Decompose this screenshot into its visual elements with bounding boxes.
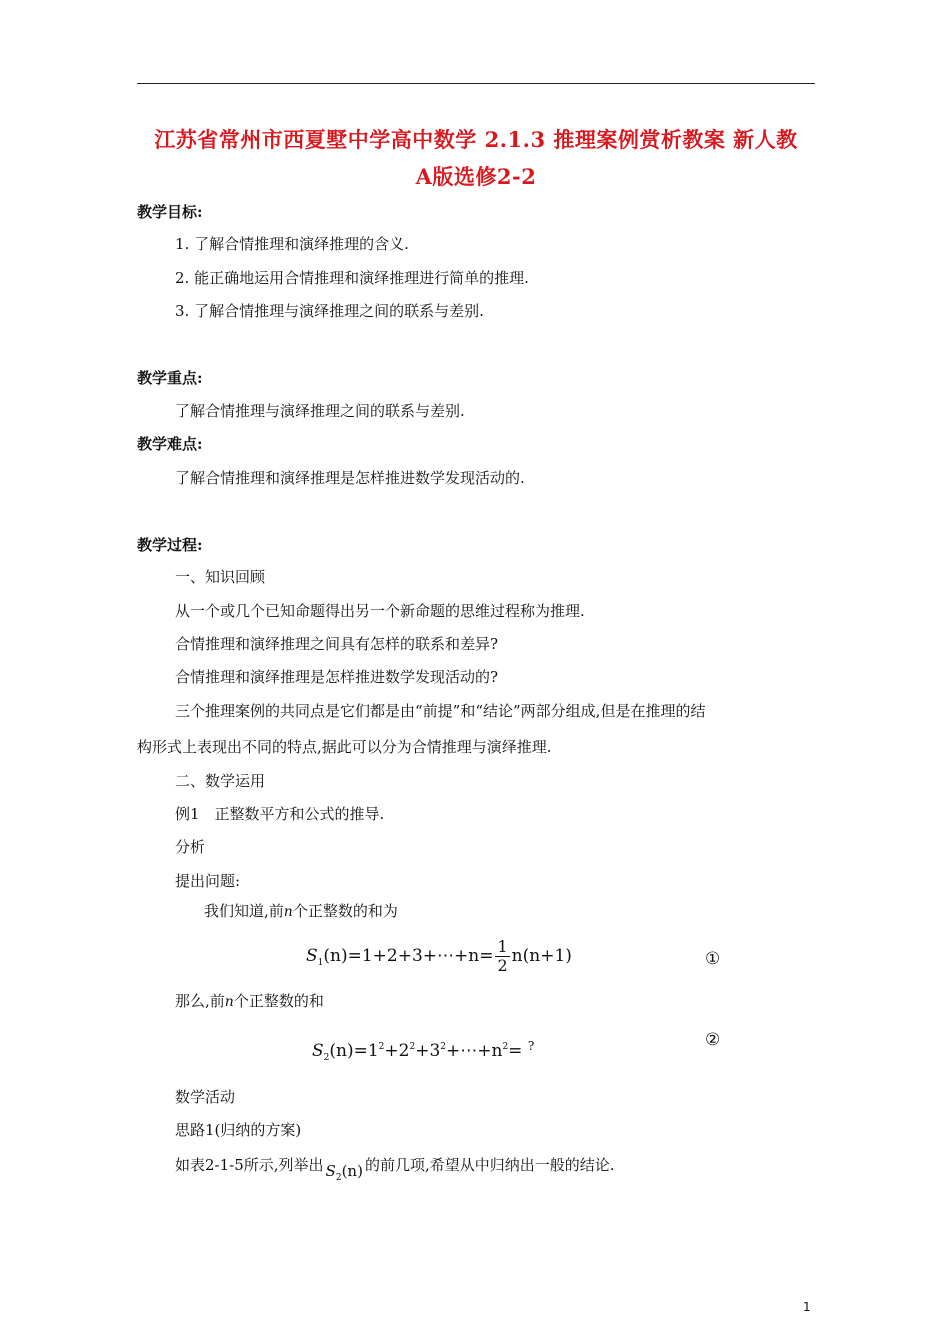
equation-2-marker: ② bbox=[705, 1030, 721, 1050]
eq2-term-n: +⋯+n bbox=[446, 1041, 503, 1061]
question-text-part-b: 个正整数的和为 bbox=[292, 902, 398, 920]
goal-item-2: 2. 能正确地运用合情推理和演绎推理进行简单的推理. bbox=[175, 269, 529, 287]
eq2-question-mark: ? bbox=[527, 1039, 535, 1053]
paragraph-3: 合情推理和演绎推理是怎样推进数学发现活动的? bbox=[175, 668, 499, 686]
key-point-heading: 教学重点: bbox=[137, 369, 203, 387]
eq2-exp-1: 2 bbox=[378, 1042, 385, 1052]
paragraph-4-line1: 三个推理案例的共同点是它们都是由“前提”和“结论”两部分组成,但是在推理的结 bbox=[175, 702, 706, 720]
question-text-part-a: 我们知道,前 bbox=[204, 902, 284, 920]
then-text-part-a: 那么,前 bbox=[175, 992, 225, 1010]
eq2-subscript: 2 bbox=[323, 1053, 330, 1063]
eq1-denominator: 2 bbox=[497, 956, 508, 975]
inline-subscript: 2 bbox=[335, 1173, 342, 1183]
key-point-text: 了解合情推理与演绎推理之间的联系与差别. bbox=[175, 402, 465, 420]
eq2-equals: = bbox=[508, 1041, 528, 1061]
eq2-term-1: =1 bbox=[353, 1041, 379, 1061]
section-knowledge-review: 一、知识回顾 bbox=[175, 568, 266, 586]
page-number: 1 bbox=[803, 1300, 811, 1314]
idea-1-label: 思路1(归纳的方案) bbox=[175, 1121, 302, 1139]
process-heading: 教学过程: bbox=[137, 536, 203, 554]
difficulty-text: 了解合情推理和演绎推理是怎样推进数学发现活动的. bbox=[175, 469, 525, 487]
inline-s: S bbox=[325, 1162, 336, 1180]
paragraph-2: 合情推理和演绎推理之间具有怎样的联系和差异? bbox=[175, 635, 499, 653]
equation-1-marker: ① bbox=[705, 949, 721, 969]
eq1-subscript: 1 bbox=[317, 958, 324, 968]
eq1-body: =1+2+3+⋯+n= bbox=[347, 946, 494, 966]
eq2-exp-3: 2 bbox=[440, 1042, 446, 1052]
inline-s2n bbox=[325, 1162, 363, 1183]
header-rule bbox=[137, 83, 815, 84]
math-activity-label: 数学活动 bbox=[175, 1088, 236, 1106]
section-math-application: 二、数学运用 bbox=[175, 772, 266, 790]
equation-2 bbox=[312, 1039, 534, 1063]
eq2-lhs: S bbox=[312, 1041, 324, 1061]
inline-arg: (n) bbox=[341, 1162, 363, 1180]
difficulty-heading: 教学难点: bbox=[137, 435, 203, 453]
table-text-part-a: 如表2-1-5所示,列举出 bbox=[175, 1156, 324, 1174]
then-text bbox=[175, 991, 324, 1012]
eq2-exp-n: 2 bbox=[502, 1042, 509, 1052]
goal-item-1: 1. 了解合情推理和演绎推理的含义. bbox=[175, 235, 409, 253]
example-1: 例1 正整数平方和公式的推导. bbox=[175, 805, 385, 823]
then-text-part-b: 个正整数的和 bbox=[233, 992, 324, 1010]
paragraph-4-line2: 构形式上表现出不同的特点,据此可以分为合情推理与演绎推理. bbox=[137, 738, 552, 756]
question-text bbox=[204, 901, 398, 922]
eq1-numerator: 1 bbox=[497, 937, 508, 956]
table-reference-text bbox=[175, 1155, 614, 1188]
document-title-line2: A版选修2-2 bbox=[415, 164, 537, 189]
eq1-tail: n(n+1) bbox=[511, 946, 572, 966]
variable-n: n bbox=[283, 904, 293, 920]
eq1-arg: (n) bbox=[323, 946, 348, 966]
eq2-term-2: +2 bbox=[384, 1041, 410, 1061]
eq1-lhs: S bbox=[306, 946, 318, 966]
analysis-label: 分析 bbox=[175, 838, 206, 856]
goal-item-3: 3. 了解合情推理与演绎推理之间的联系与差别. bbox=[175, 302, 484, 320]
question-label: 提出问题: bbox=[175, 872, 241, 890]
equation-1 bbox=[306, 938, 572, 975]
table-text-part-b: 的前几项,希望从中归纳出一般的结论. bbox=[364, 1156, 615, 1174]
eq2-arg: (n) bbox=[329, 1041, 354, 1061]
eq1-fraction bbox=[495, 938, 509, 975]
eq2-term-3: +3 bbox=[415, 1041, 441, 1061]
goals-heading: 教学目标: bbox=[137, 203, 203, 221]
document-title-line1: 江苏省常州市西夏墅中学高中数学 2.1.3 推理案例赏析教案 新人教 bbox=[154, 127, 798, 152]
eq2-exp-2: 2 bbox=[409, 1042, 416, 1052]
variable-n: n bbox=[224, 994, 234, 1010]
paragraph-1: 从一个或几个已知命题得出另一个新命题的思维过程称为推理. bbox=[175, 602, 585, 620]
